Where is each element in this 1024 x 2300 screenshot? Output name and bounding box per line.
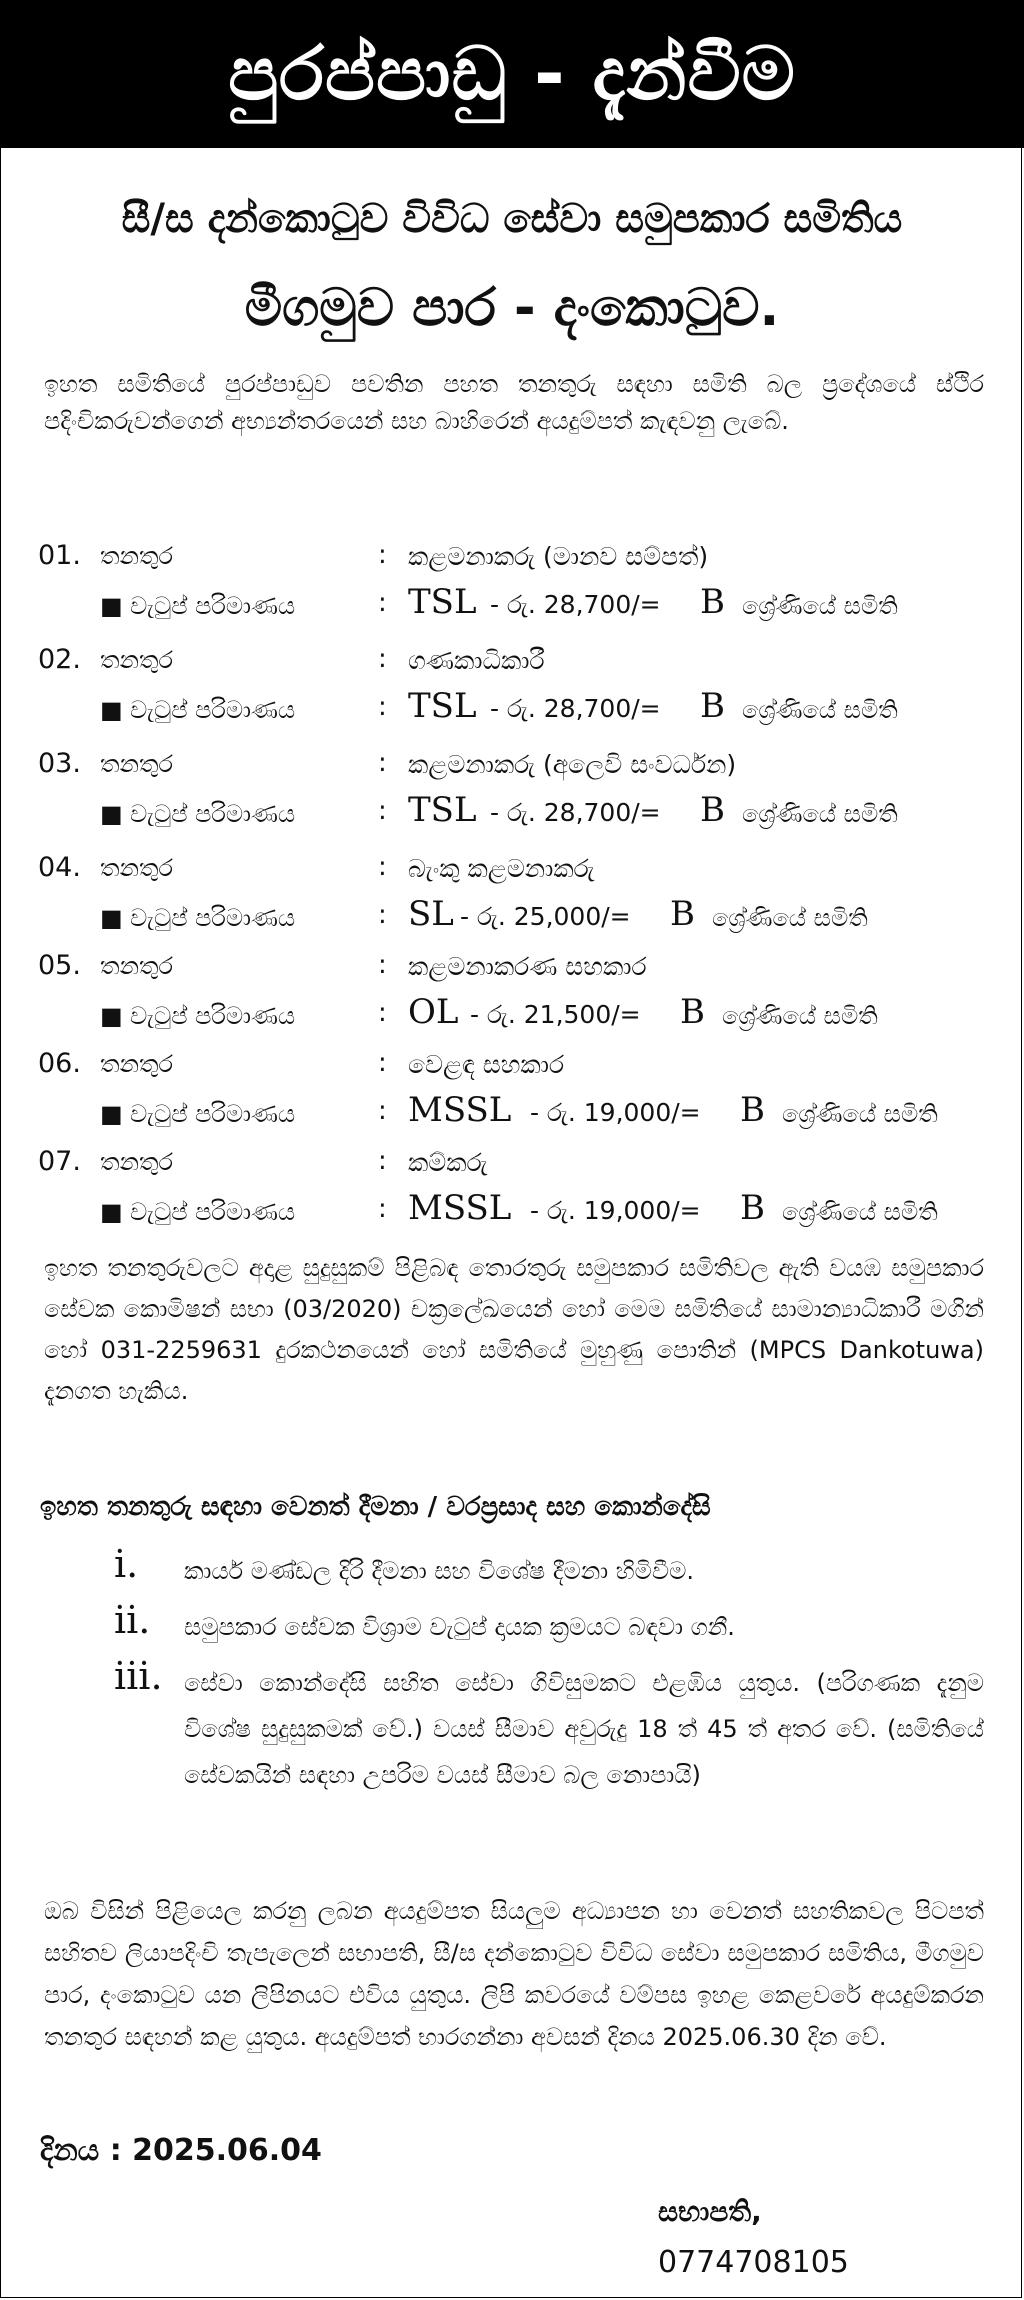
condition-text: සමුපකාර සේවක විශ්‍රාම වැටුප් දායක ක්‍රමයට බඳවා ගනී.: [184, 1613, 735, 1641]
colon: :: [378, 1146, 387, 1176]
condition-text: කාර්ය මණ්ඩල දිරි දීමනා සහ විශේෂ දීමනා හිමිවීම.: [184, 1557, 695, 1585]
condition-number: iii.: [114, 1654, 163, 1698]
position-number: 06.: [38, 1048, 81, 1079]
position-title: කළමනාකරණ සහකාර: [408, 952, 647, 981]
salary-label: වැටුප් පරිමාණය: [130, 1198, 296, 1226]
position-label: තනතුර: [100, 542, 173, 570]
position-entry: [0, 540, 1024, 644]
colon: :: [378, 950, 387, 980]
position-title: කළමනාකරු (අලෙවි සංවර්ධන): [408, 750, 737, 779]
position-label: තනතුර: [100, 646, 173, 674]
salary-amount: - රු. 28,700/=: [490, 694, 661, 723]
grade-letter: B: [680, 992, 705, 1032]
position-title: කළමනාකරු (මානව සම්පත්): [408, 542, 709, 571]
condition-number: i.: [114, 1542, 139, 1586]
colon: :: [378, 692, 387, 722]
conditions-heading: ඉහත තනතුරු සඳහා වෙනත් දීමනා / වරප්‍රසාද සහ කොන්දේසි: [40, 1492, 711, 1522]
salary-label: වැටුප් පරිමාණය: [130, 1002, 296, 1030]
signature-phone: 0774708105: [658, 2245, 849, 2280]
position-number: 07.: [38, 1146, 81, 1177]
position-label: තනතුර: [100, 952, 173, 980]
colon: :: [378, 1048, 387, 1078]
salary-scale: TSL: [408, 686, 477, 726]
salary-label: වැටුප් පරිමාණය: [130, 592, 296, 620]
position-entry: [0, 644, 1024, 748]
grade-letter: B: [740, 1188, 765, 1228]
bullet-icon: ■: [100, 1198, 123, 1226]
salary-amount: - රු. 19,000/=: [530, 1196, 701, 1225]
position-label: තනතුර: [100, 750, 173, 778]
salary-amount: - රු. 21,500/=: [470, 1000, 641, 1029]
colon: :: [378, 644, 387, 674]
colon: :: [378, 748, 387, 778]
bullet-icon: ■: [100, 1002, 123, 1030]
position-entry: [0, 1146, 1024, 1250]
grade-text: ශ්‍රේණියේ සමිති: [782, 1198, 938, 1226]
position-entry: [0, 748, 1024, 852]
bullet-icon: ■: [100, 696, 123, 724]
salary-amount: - රු. 28,700/=: [490, 798, 661, 827]
grade-text: ශ්‍රේණියේ සමිති: [712, 904, 868, 932]
grade-text: ශ්‍රේණියේ සමිති: [742, 800, 898, 828]
salary-scale: SL: [408, 894, 454, 934]
position-number: 03.: [38, 748, 81, 779]
position-number: 02.: [38, 644, 81, 675]
position-label: තනතුර: [100, 854, 173, 882]
colon: :: [378, 900, 387, 930]
position-entry: [0, 1048, 1024, 1152]
colon: :: [378, 796, 387, 826]
date-line: දිනය : 2025.06.04: [40, 2133, 322, 2168]
grade-letter: B: [700, 582, 725, 622]
banner-title: පුරප්පාඩු - දැන්වීම: [0, 0, 1024, 148]
colon: :: [378, 540, 387, 570]
grade-text: ශ්‍රේණියේ සමිති: [742, 592, 898, 620]
colon: :: [378, 852, 387, 882]
salary-scale: TSL: [408, 582, 477, 622]
position-entry: [0, 950, 1024, 1054]
salary-label: වැටුප් පරිමාණය: [130, 800, 296, 828]
salary-amount: - රු. 25,000/=: [460, 902, 631, 931]
position-label: තනතුර: [100, 1148, 173, 1176]
colon: :: [378, 1096, 387, 1126]
grade-letter: B: [740, 1090, 765, 1130]
position-title: වෙළඳ සහකාර: [408, 1050, 565, 1079]
salary-amount: - රු. 19,000/=: [530, 1098, 701, 1127]
salary-scale: MSSL: [408, 1188, 512, 1228]
position-number: 05.: [38, 950, 81, 981]
intro-paragraph: ඉහත සමිතියේ පුරප්පාඩුව පවතින පහත තනතුරු සඳහා සමිති බල ප්‍රදේශයේ ස්ථිර පදිංචිකරුවන්ගෙන් අභ්‍යන්තරයෙන් සහ බාහිරෙන් අයදුම්පත් කැඳවනු ලැබේ.: [44, 370, 984, 435]
position-title: බැංකු කළමනාකරු: [408, 854, 595, 883]
colon: :: [378, 1194, 387, 1224]
colon: :: [378, 998, 387, 1028]
info-paragraph: ඉහත තනතුරුවලට අදාළ සුදුසුකම් පිළිබඳ තොරතුරු සමුපකාර සමිතිවල ඇති වයඹ සමුපකාර සේවක කොමිෂන් සභා (03/2020) චක්‍රලේඛයෙන් හෝ මෙම සමිතියේ සාමාන්‍යාධිකාරී මගින් හෝ 031-2259631 දුරකථනයෙන් හෝ සමිතියේ මුහුණු පොතින් (MPCS Dankotuwa) දැනගත හැකිය.: [44, 1254, 984, 1405]
position-number: 04.: [38, 852, 81, 883]
position-title: කම්කරු: [408, 1148, 488, 1177]
position-number: 01.: [38, 540, 81, 571]
grade-text: ශ්‍රේණියේ සමිති: [782, 1100, 938, 1128]
bullet-icon: ■: [100, 592, 123, 620]
salary-label: වැටුප් පරිමාණය: [130, 696, 296, 724]
salary-scale: TSL: [408, 790, 477, 830]
society-name: සී/ස දන්කොටුව විවිධ සේවා සමුපකාර සමිතිය: [121, 196, 903, 242]
signature-title: සභාපති,: [658, 2195, 762, 2228]
colon: :: [378, 588, 387, 618]
society-location: මීගමුව පාර - දංකොටුව.: [244, 278, 780, 338]
position-label: තනතුර: [100, 1050, 173, 1078]
salary-scale: MSSL: [408, 1090, 512, 1130]
condition-number: ii.: [114, 1598, 151, 1642]
position-entry: [0, 852, 1024, 956]
condition-text: සේවා කොන්දේසි සහිත සේවා ගිවිසුමකට එළඹිය යුතුය. (පරිගණක දැනුම විශේෂ සුදුසුකමක් වේ.) වයස් සීමාව අවුරුදු 18 ත් 45 ත් අතර වේ. (සමිතියේ සේවකයින් සඳහා උපරිම වයස් සීමාව බල නොපායි): [184, 1669, 984, 1789]
salary-amount: - රු. 28,700/=: [490, 590, 661, 619]
position-title: ගණකාධිකාරී: [408, 646, 545, 675]
grade-letter: B: [700, 790, 725, 830]
salary-scale: OL: [408, 992, 459, 1032]
grade-letter: B: [670, 894, 695, 934]
salary-label: වැටුප් පරිමාණය: [130, 904, 296, 932]
bullet-icon: ■: [100, 800, 123, 828]
grade-letter: B: [700, 686, 725, 726]
bullet-icon: ■: [100, 1100, 123, 1128]
closing-paragraph: ඔබ විසින් පිළියෙල කරනු ලබන අයදුම්පත සියලුම අධ්‍යාපන හා වෙනත් සහතිකවල පිටපත් සහිතව ලියාපදිංචි තැපැලෙන් සභාපති, සී/ස දන්කොටුව විවිධ සේවා සමුපකාර සමිතිය, මීගමුව පාර, දංකොටුව යන ලිපිනයට එවිය යුතුය. ලිපි කවරයේ වම්පස ඉහළ කෙළවරේ අයදුම්කරන තනතුර සඳහන් කළ යුතුය. අයදුම්පත් භාරගන්නා අවසන් දිනය 2025.06.30 දින වේ.: [44, 1897, 984, 2051]
salary-label: වැටුප් පරිමාණය: [130, 1100, 296, 1128]
bullet-icon: ■: [100, 904, 123, 932]
grade-text: ශ්‍රේණියේ සමිති: [722, 1002, 878, 1030]
grade-text: ශ්‍රේණියේ සමිති: [742, 696, 898, 724]
